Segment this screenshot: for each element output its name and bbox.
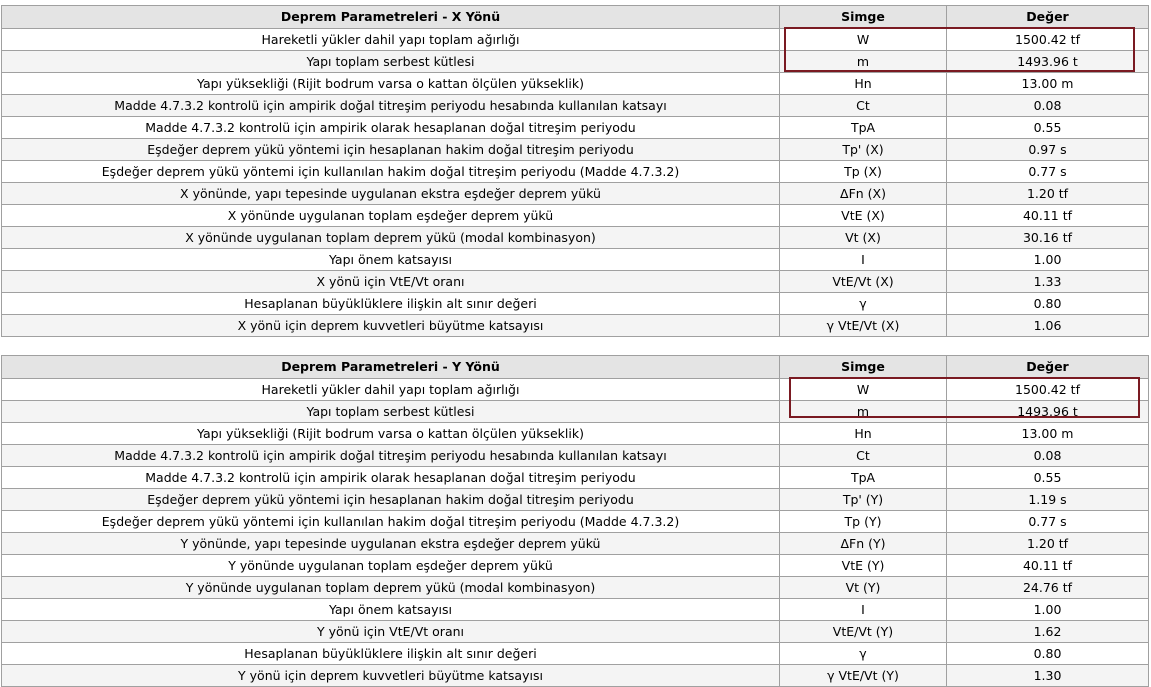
- parameter-symbol: VtE/Vt (Y): [780, 621, 947, 643]
- parameter-symbol: I: [780, 599, 947, 621]
- parameter-label: Y yönünde uygulanan toplam eşdeğer deprem yükü: [2, 555, 780, 577]
- value-column-header: Değer: [947, 6, 1149, 29]
- parameter-label: Eşdeğer deprem yükü yöntemi için kullanılan hakim doğal titreşim periyodu (Madde 4.7.3.2): [2, 161, 780, 183]
- parameter-label: Hesaplanan büyüklüklere ilişkin alt sınır değeri: [2, 643, 780, 665]
- parameter-label: Yapı toplam serbest kütlesi: [2, 51, 780, 73]
- parameter-symbol: VtE (Y): [780, 555, 947, 577]
- parameter-symbol: γ VtE/Vt (X): [780, 315, 947, 337]
- parameter-value: 1.06: [947, 315, 1149, 337]
- table-row: [2, 227, 1149, 249]
- table-row: [2, 161, 1149, 183]
- parameter-symbol: Tp' (Y): [780, 489, 947, 511]
- parameter-value: 1.00: [947, 599, 1149, 621]
- parameter-value: 40.11 tf: [947, 205, 1149, 227]
- parameter-label: Eşdeğer deprem yükü yöntemi için hesaplanan hakim doğal titreşim periyodu: [2, 489, 780, 511]
- table-row: [2, 445, 1149, 467]
- parameter-symbol: ΔFn (Y): [780, 533, 947, 555]
- parameter-label: Yapı yüksekliği (Rijit bodrum varsa o kattan ölçülen yükseklik): [2, 423, 780, 445]
- table-row: [2, 621, 1149, 643]
- table-row: [2, 643, 1149, 665]
- table-title: Deprem Parametreleri - X Yönü: [2, 6, 780, 29]
- parameter-symbol: m: [780, 51, 947, 73]
- parameter-value: 13.00 m: [947, 73, 1149, 95]
- parameter-symbol: W: [780, 379, 947, 401]
- table-row: [2, 73, 1149, 95]
- parameter-value: 30.16 tf: [947, 227, 1149, 249]
- parameter-value: 24.76 tf: [947, 577, 1149, 599]
- parameter-symbol: m: [780, 401, 947, 423]
- table-row: [2, 205, 1149, 227]
- table-title: Deprem Parametreleri - Y Yönü: [2, 356, 780, 379]
- parameter-value: 0.08: [947, 445, 1149, 467]
- parameter-value: 1493.96 t: [947, 401, 1149, 423]
- table-row: [2, 271, 1149, 293]
- parameter-value: 1.20 tf: [947, 533, 1149, 555]
- parameter-value: 1.62: [947, 621, 1149, 643]
- table-row: [2, 511, 1149, 533]
- parameter-value: 1500.42 tf: [947, 379, 1149, 401]
- parameter-value: 0.55: [947, 467, 1149, 489]
- parameter-value: 13.00 m: [947, 423, 1149, 445]
- parameter-value: 0.55: [947, 117, 1149, 139]
- parameter-label: Yapı önem katsayısı: [2, 249, 780, 271]
- parameter-symbol: TpA: [780, 117, 947, 139]
- parameter-symbol: Ct: [780, 445, 947, 467]
- parameter-symbol: ΔFn (X): [780, 183, 947, 205]
- table-row: [2, 117, 1149, 139]
- parameter-label: Hareketli yükler dahil yapı toplam ağırlığı: [2, 29, 780, 51]
- table-header-row: [2, 356, 1149, 379]
- highlight-box-y: [789, 377, 1140, 418]
- table-row: [2, 489, 1149, 511]
- table-row: [2, 315, 1149, 337]
- parameter-label: Yapı önem katsayısı: [2, 599, 780, 621]
- table-row: [2, 139, 1149, 161]
- table-header-row: [2, 6, 1149, 29]
- parameter-value: 1.33: [947, 271, 1149, 293]
- parameter-label: X yönü için deprem kuvvetleri büyütme katsayısı: [2, 315, 780, 337]
- table-row: [2, 467, 1149, 489]
- parameter-value: 1.30: [947, 665, 1149, 687]
- table-row: [2, 95, 1149, 117]
- parameter-label: Madde 4.7.3.2 kontrolü için ampirik doğal titreşim periyodu hesabında kullanılan katsayı: [2, 445, 780, 467]
- highlight-box-x: [784, 27, 1135, 72]
- table-row: [2, 599, 1149, 621]
- parameter-label: Y yönünde, yapı tepesinde uygulanan ekstra eşdeğer deprem yükü: [2, 533, 780, 555]
- parameter-value: 0.08: [947, 95, 1149, 117]
- table-row: [2, 533, 1149, 555]
- parameter-label: Hesaplanan büyüklüklere ilişkin alt sınır değeri: [2, 293, 780, 315]
- parameter-label: Y yönü için deprem kuvvetleri büyütme katsayısı: [2, 665, 780, 687]
- parameter-symbol: TpA: [780, 467, 947, 489]
- parameter-value: 0.77 s: [947, 511, 1149, 533]
- parameter-symbol: W: [780, 29, 947, 51]
- parameter-label: X yönünde uygulanan toplam eşdeğer deprem yükü: [2, 205, 780, 227]
- parameter-symbol: VtE (X): [780, 205, 947, 227]
- table-row: [2, 249, 1149, 271]
- parameter-value: 0.77 s: [947, 161, 1149, 183]
- parameter-label: Eşdeğer deprem yükü yöntemi için kullanılan hakim doğal titreşim periyodu (Madde 4.7.3.2): [2, 511, 780, 533]
- parameter-symbol: Hn: [780, 423, 947, 445]
- parameter-label: Yapı yüksekliği (Rijit bodrum varsa o kattan ölçülen yükseklik): [2, 73, 780, 95]
- parameter-symbol: Ct: [780, 95, 947, 117]
- parameter-symbol: Vt (Y): [780, 577, 947, 599]
- table-row: [2, 555, 1149, 577]
- parameter-label: Y yönünde uygulanan toplam deprem yükü (modal kombinasyon): [2, 577, 780, 599]
- parameter-value: 1.00: [947, 249, 1149, 271]
- parameter-value: 40.11 tf: [947, 555, 1149, 577]
- parameter-label: Madde 4.7.3.2 kontrolü için ampirik olarak hesaplanan doğal titreşim periyodu: [2, 117, 780, 139]
- parameter-value: 1500.42 tf: [947, 29, 1149, 51]
- parameter-value: 1.19 s: [947, 489, 1149, 511]
- parameter-label: X yönünde, yapı tepesinde uygulanan ekstra eşdeğer deprem yükü: [2, 183, 780, 205]
- value-column-header: Değer: [947, 356, 1149, 379]
- table-row: [2, 423, 1149, 445]
- parameter-label: Madde 4.7.3.2 kontrolü için ampirik doğal titreşim periyodu hesabında kullanılan katsayı: [2, 95, 780, 117]
- table-row: [2, 293, 1149, 315]
- parameter-symbol: γ VtE/Vt (Y): [780, 665, 947, 687]
- parameter-label: Y yönü için VtE/Vt oranı: [2, 621, 780, 643]
- parameter-value: 1.20 tf: [947, 183, 1149, 205]
- parameter-label: X yönünde uygulanan toplam deprem yükü (modal kombinasyon): [2, 227, 780, 249]
- parameter-value: 0.80: [947, 643, 1149, 665]
- parameter-value: 1493.96 t: [947, 51, 1149, 73]
- parameter-value: 0.97 s: [947, 139, 1149, 161]
- parameter-symbol: γ: [780, 643, 947, 665]
- parameter-symbol: Tp (Y): [780, 511, 947, 533]
- table-row: [2, 665, 1149, 687]
- parameter-label: Yapı toplam serbest kütlesi: [2, 401, 780, 423]
- parameter-symbol: Tp (X): [780, 161, 947, 183]
- symbol-column-header: Simge: [780, 356, 947, 379]
- symbol-column-header: Simge: [780, 6, 947, 29]
- parameter-label: X yönü için VtE/Vt oranı: [2, 271, 780, 293]
- parameter-symbol: VtE/Vt (X): [780, 271, 947, 293]
- parameter-symbol: γ: [780, 293, 947, 315]
- parameter-symbol: I: [780, 249, 947, 271]
- parameter-value: 0.80: [947, 293, 1149, 315]
- parameter-symbol: Vt (X): [780, 227, 947, 249]
- parameter-symbol: Hn: [780, 73, 947, 95]
- parameter-label: Hareketli yükler dahil yapı toplam ağırlığı: [2, 379, 780, 401]
- table-row: [2, 183, 1149, 205]
- table-row: [2, 577, 1149, 599]
- parameter-label: Madde 4.7.3.2 kontrolü için ampirik olarak hesaplanan doğal titreşim periyodu: [2, 467, 780, 489]
- parameter-label: Eşdeğer deprem yükü yöntemi için hesaplanan hakim doğal titreşim periyodu: [2, 139, 780, 161]
- parameter-symbol: Tp' (X): [780, 139, 947, 161]
